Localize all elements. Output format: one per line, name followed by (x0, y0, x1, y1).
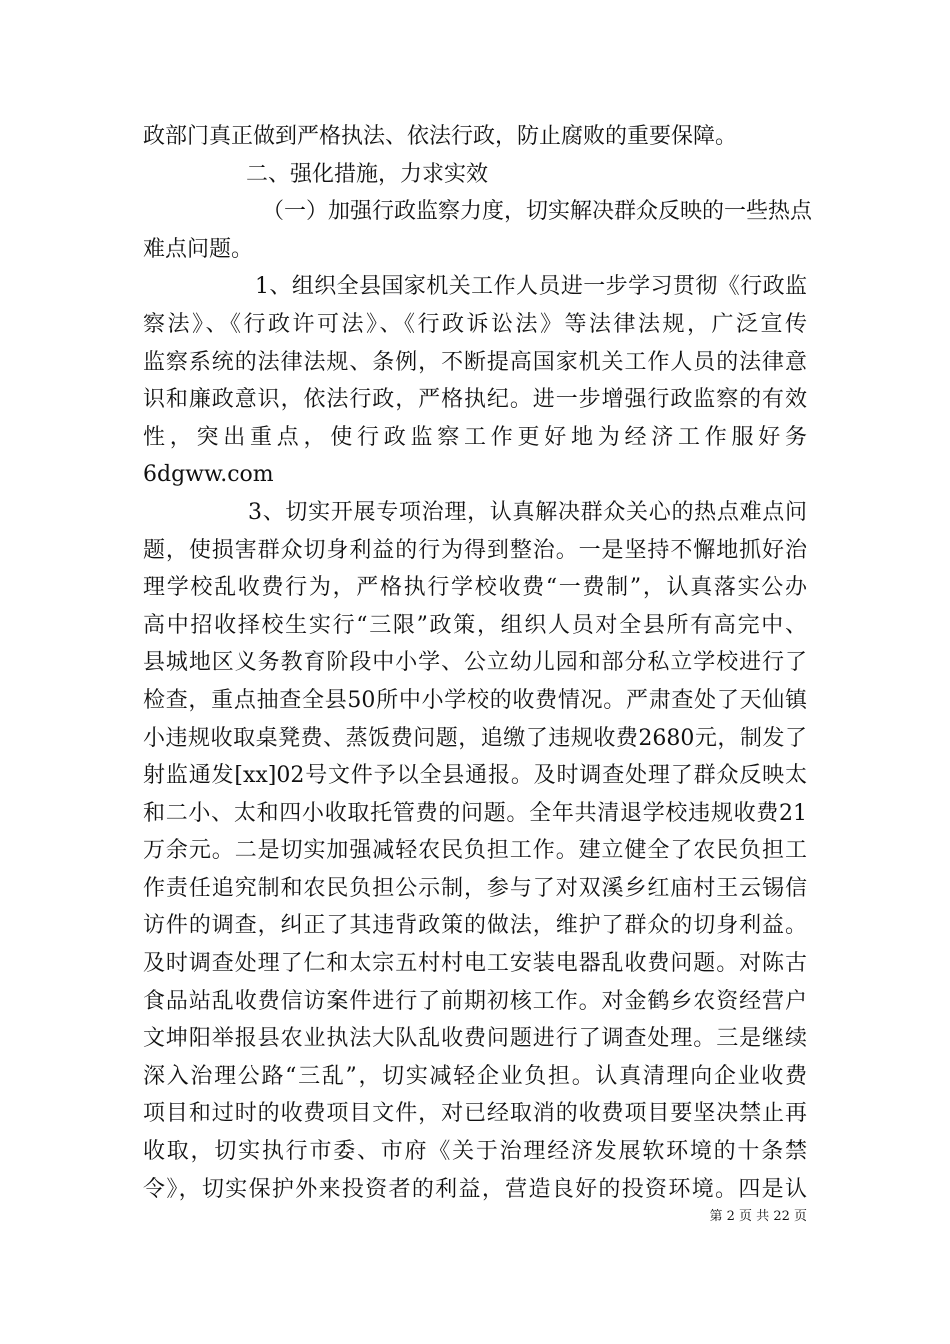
item-heading: 3、切实开展专项治理，认真解决群众关心的热点难点问 (248, 499, 807, 525)
subsection-heading: （一）加强行政监察力度，切实解决群众反映的一些热点 (262, 199, 813, 225)
text-line: 作责任追究制和农民负担公示制，参与了对双溪乡红庙村王云锡信 (143, 875, 807, 901)
text-line: 县城地区义务教育阶段中小学、公立幼儿园和部分私立学校进行了 (143, 650, 807, 676)
text-line: 识和廉政意识，依法行政，严格执纪。进一步增强行政监察的有效 (143, 387, 807, 413)
text-line: 检查，重点抽查全县50所中小学校的收费情况。严肃查处了天仙镇 (143, 687, 807, 713)
text-line: 文坤阳举报县农业执法大队乱收费问题进行了调查处理。三是继续 (143, 1026, 807, 1052)
text-line: 万余元。二是切实加强减轻农民负担工作。建立健全了农民负担工 (143, 838, 807, 864)
text-line: 射监通发[xx]02号文件予以全县通报。及时调查处理了群众反映太 (143, 763, 807, 789)
text-line: 和二小、太和四小收取托管费的问题。全年共清退学校违规收费21 (143, 800, 807, 826)
text-line: 深入治理公路“三乱”，切实减轻企业负担。认真清理向企业收费 (143, 1063, 807, 1089)
item-heading: 1、组织全县国家机关工作人员进一步学习贯彻《行政监 (255, 274, 807, 300)
text-line: 察法》、《行政许可法》、《行政诉讼法》等法律法规，广泛宣传 (143, 311, 807, 337)
text-line: 理学校乱收费行为，严格执行学校收费“一费制”，认真落实公办 (143, 575, 807, 601)
text-line: 6dgww.com (143, 462, 274, 488)
text-line: 监察系统的法律法规、条例，不断提高国家机关工作人员的法律意 (143, 349, 807, 375)
document-body (143, 118, 813, 1208)
section-heading: 二、强化措施，力求实效 (246, 161, 489, 187)
text-line: 项目和过时的收费项目文件，对已经取消的收费项目要坚决禁止再 (143, 1101, 807, 1127)
text-line: 性，突出重点，使行政监察工作更好地为经济工作服好务 (143, 424, 807, 450)
text-line: 收取，切实执行市委、市府《关于治理经济发展软环境的十条禁 (143, 1139, 807, 1165)
page-number: 第 2 页 共 22 页 (709, 1209, 807, 1224)
text-line: 高中招收择校生实行“三限”政策，组织人员对全县所有高完中、 (143, 612, 807, 638)
text-line: 题，使损害群众切身利益的行为得到整治。一是坚持不懈地抓好治 (143, 537, 807, 563)
text-line: 难点问题。 (143, 236, 254, 262)
text-line: 访件的调查，纠正了其违背政策的做法，维护了群众的切身利益。 (143, 913, 807, 939)
text-line: 小违规收取桌凳费、蒸饭费问题，追缴了违规收费2680元，制发了 (143, 725, 807, 751)
text-line: 及时调查处理了仁和太宗五村村电工安装电器乱收费问题。对陈古 (143, 951, 807, 977)
text-line: 食品站乱收费信访案件进行了前期初核工作。对金鹤乡农资经营户 (143, 988, 807, 1014)
text-line: 令》，切实保护外来投资者的利益，营造良好的投资环境。四是认 (143, 1176, 807, 1202)
text-line: 政部门真正做到严格执法、依法行政，防止腐败的重要保障。 (143, 124, 738, 149)
